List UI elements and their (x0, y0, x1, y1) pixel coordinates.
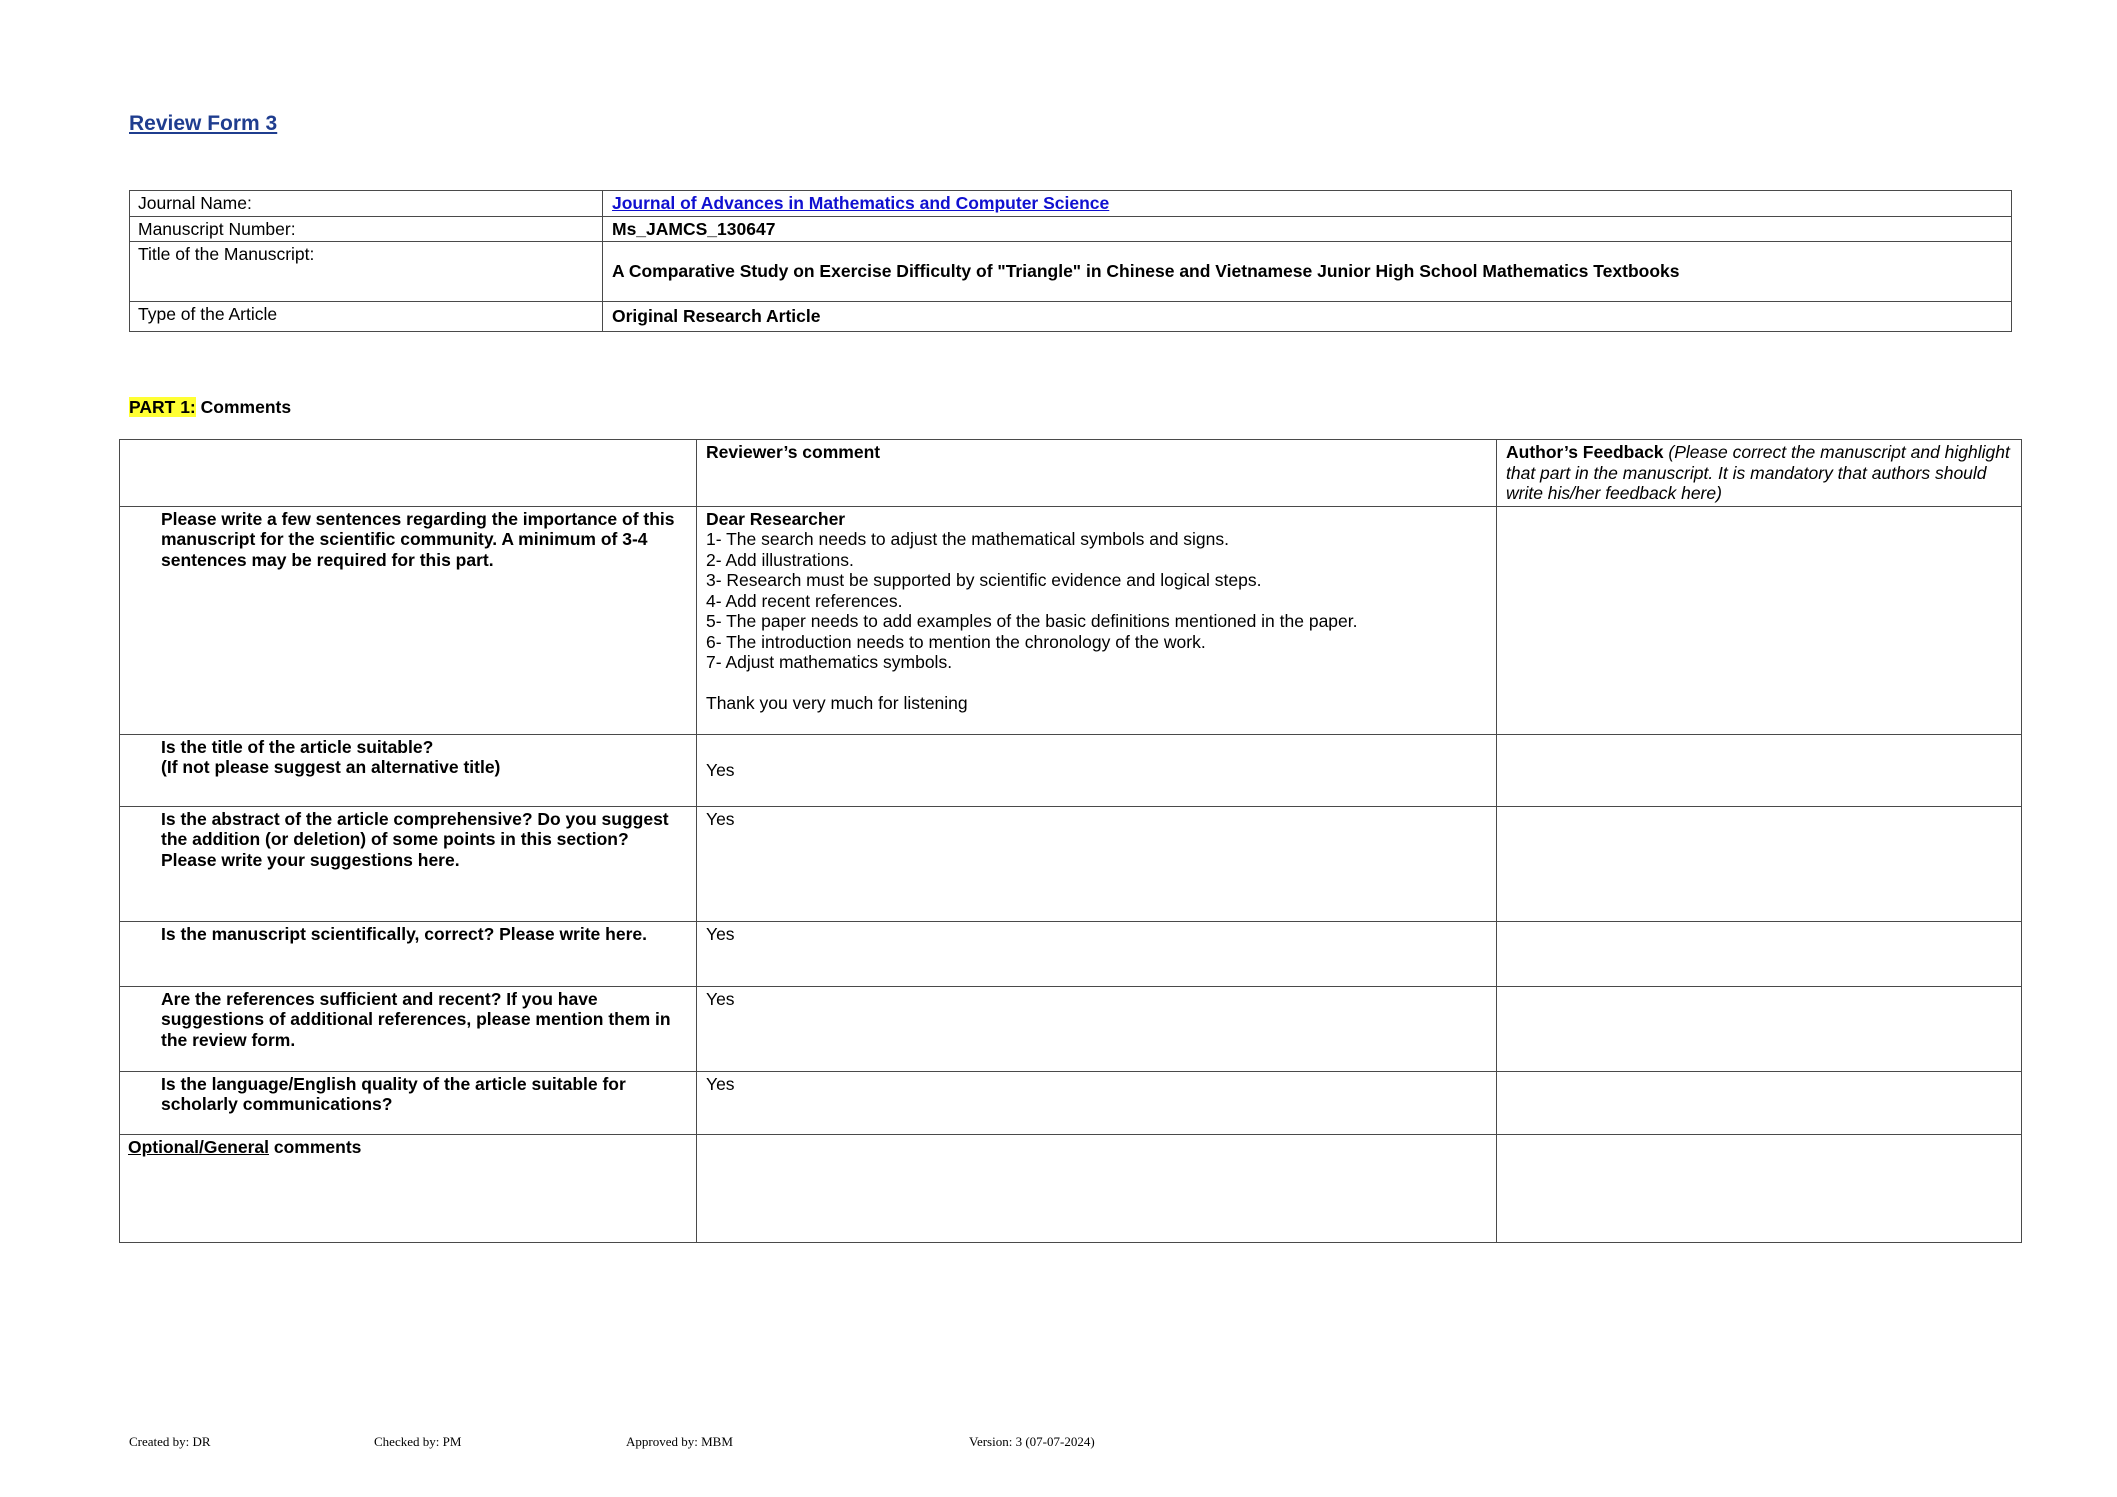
scientific-answer: Yes (697, 921, 1497, 986)
footer-approved-by: Approved by: MBM (626, 1434, 733, 1449)
references-answer: Yes (697, 986, 1497, 1071)
manuscript-number-row (130, 216, 2012, 242)
scientific-row (120, 921, 2022, 986)
part1-title: Comments (200, 397, 292, 417)
title-suitable-question-line2: (If not please suggest an alternative title) (161, 757, 501, 777)
scientific-question: Is the manuscript scientifically, correct? Please write here. (120, 921, 697, 986)
comments-table (119, 439, 2022, 1243)
reviewer-comment-header: Reviewer’s comment (697, 440, 1497, 507)
optional-comments-row (120, 1134, 2022, 1242)
article-type-label: Type of the Article (130, 302, 603, 332)
author-feedback-header-title: Author’s Feedback (1506, 442, 1664, 462)
title-suitable-answer: Yes (697, 734, 1497, 806)
footer-version: Version: 3 (07-07-2024) (969, 1434, 1095, 1449)
references-question: Are the references sufficient and recent? If you have suggestions of additional references, please mention them in the review form. (120, 986, 697, 1071)
importance-reviewer-comment (697, 506, 1497, 734)
manuscript-info-table (129, 190, 2012, 332)
manuscript-number-value: Ms_JAMCS_130647 (603, 216, 2012, 242)
references-row (120, 986, 2022, 1071)
optional-comments-label-bold: Optional/General (128, 1136, 269, 1157)
importance-author-feedback[interactable] (1497, 506, 2022, 734)
part1-label: PART 1: (129, 397, 196, 417)
form-title: Review Form 3 (129, 112, 278, 135)
optional-comments-reviewer (697, 1134, 1497, 1242)
title-suitable-question (120, 734, 697, 806)
journal-value-cell (603, 191, 2012, 217)
manuscript-title-row (130, 242, 2012, 302)
language-question: Is the language/English quality of the article suitable for scholarly communications? (120, 1071, 697, 1134)
reviewer-point: 1- The search needs to adjust the mathematical symbols and signs. (706, 529, 1230, 549)
abstract-question: Is the abstract of the article comprehensive? Do you suggest the addition (or deletion) of some points in this section? Please write your suggestions here. (120, 806, 697, 921)
part1-heading (129, 397, 291, 418)
optional-comments-label (120, 1134, 697, 1242)
author-feedback-header-note: (Please correct the manuscript and highlight that part in the manuscript. It is mandatory that authors should write his/her feedback here) (1506, 442, 2010, 503)
title-suitable-question-line1: Is the title of the article suitable? (161, 736, 434, 757)
scientific-author-feedback[interactable] (1497, 921, 2022, 986)
reviewer-greeting: Dear Researcher (706, 508, 846, 529)
reviewer-point: 4- Add recent references. (706, 590, 903, 611)
references-author-feedback[interactable] (1497, 986, 2022, 1071)
reviewer-point: 6- The introduction needs to mention the chronology of the work. (706, 631, 1206, 652)
header-question-cell (120, 440, 697, 507)
manuscript-title-label: Title of the Manuscript: (130, 242, 603, 302)
comments-header-row (120, 440, 2022, 507)
importance-row (120, 506, 2022, 734)
manuscript-title-value: A Comparative Study on Exercise Difficulty of "Triangle" in Chinese and Vietnamese Junior High School Mathematics Textbooks (603, 242, 2012, 302)
optional-comments-author-feedback[interactable] (1497, 1134, 2022, 1242)
article-type-row (130, 302, 2012, 332)
journal-link[interactable]: Journal of Advances in Mathematics and Computer Science (612, 193, 1110, 213)
journal-label: Journal Name: (130, 191, 603, 217)
language-author-feedback[interactable] (1497, 1071, 2022, 1134)
footer-created-by: Created by: DR (129, 1434, 211, 1449)
reviewer-point: 5- The paper needs to add examples of the basic definitions mentioned in the paper. (706, 611, 1358, 631)
language-row (120, 1071, 2022, 1134)
abstract-answer: Yes (697, 806, 1497, 921)
title-suitable-row (120, 734, 2022, 806)
abstract-row (120, 806, 2022, 921)
reviewer-point: 3- Research must be supported by scientific evidence and logical steps. (706, 570, 1262, 590)
reviewer-point: 7- Adjust mathematics symbols. (706, 652, 953, 672)
title-suitable-author-feedback[interactable] (1497, 734, 2022, 806)
reviewer-points-list (706, 529, 1487, 673)
importance-question: Please write a few sentences regarding the importance of this manuscript for the scientific community. A minimum of 3-4 sentences may be required for this part. (120, 506, 697, 734)
language-answer: Yes (697, 1071, 1497, 1134)
abstract-author-feedback[interactable] (1497, 806, 2022, 921)
author-feedback-header (1497, 440, 2022, 507)
journal-row (130, 191, 2012, 217)
reviewer-closing: Thank you very much for listening (706, 693, 968, 713)
footer-checked-by: Checked by: PM (374, 1434, 462, 1449)
manuscript-number-label: Manuscript Number: (130, 216, 603, 242)
article-type-value: Original Research Article (603, 302, 2012, 332)
reviewer-point: 2- Add illustrations. (706, 549, 854, 570)
optional-comments-label-rest: comments (273, 1136, 362, 1157)
